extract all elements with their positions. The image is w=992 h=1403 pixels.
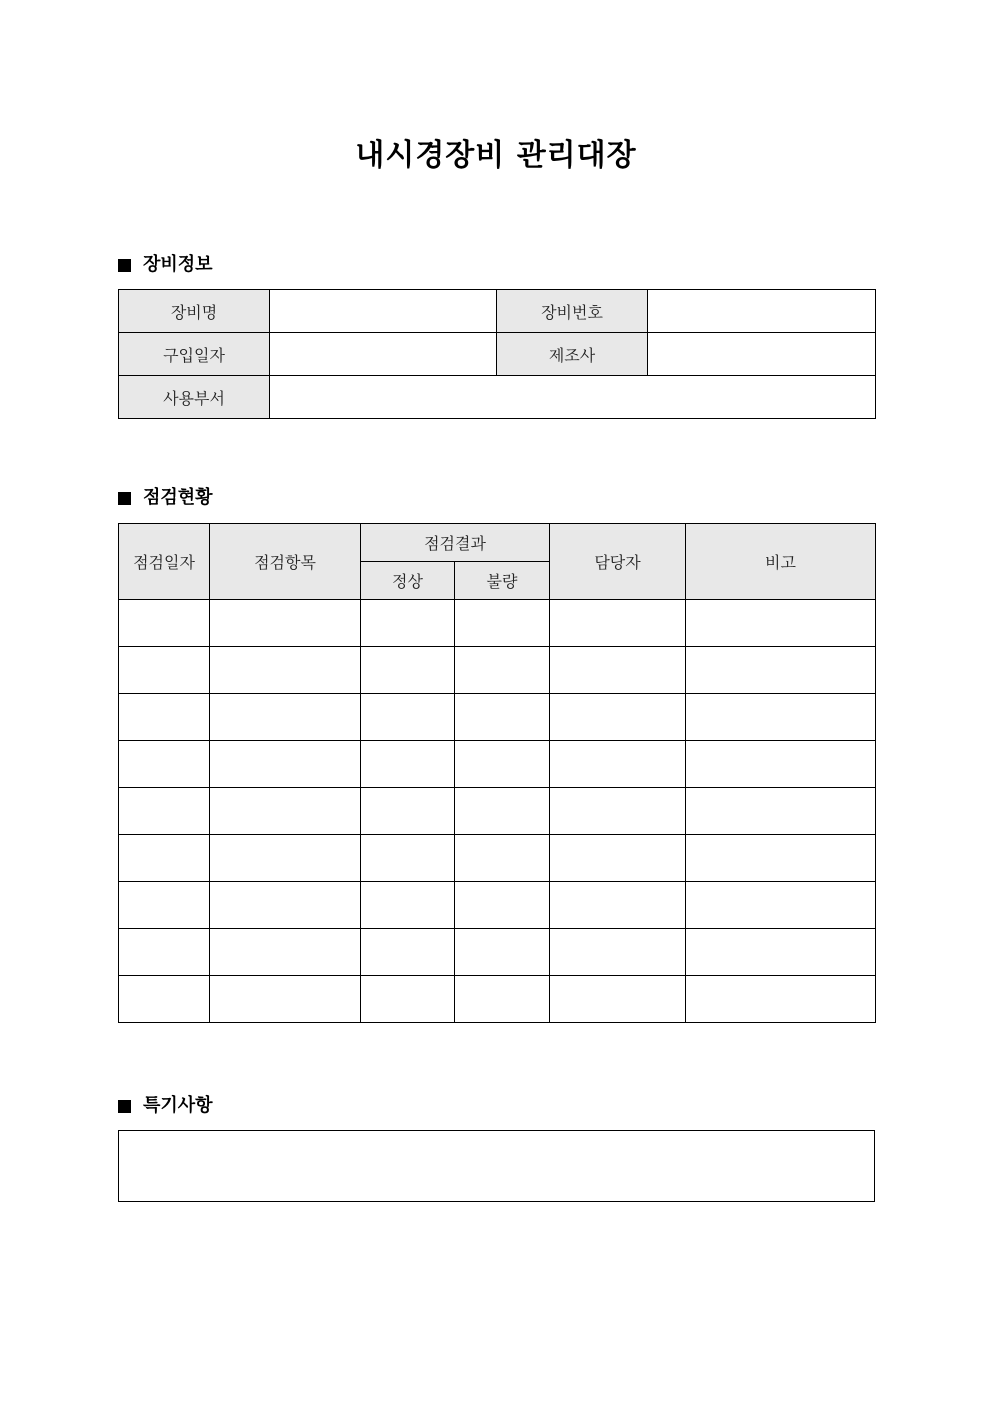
defect-cell[interactable] xyxy=(455,835,550,882)
item-cell[interactable] xyxy=(210,600,361,647)
purchase-date-field[interactable] xyxy=(270,333,497,376)
normal-cell[interactable] xyxy=(361,694,455,741)
manager-cell[interactable] xyxy=(550,600,686,647)
manager-cell[interactable] xyxy=(550,788,686,835)
equipment-number-label: 장비번호 xyxy=(497,290,648,333)
normal-cell[interactable] xyxy=(361,741,455,788)
manufacturer-label: 제조사 xyxy=(497,333,648,376)
column-header-date: 점검일자 xyxy=(119,524,210,600)
date-cell[interactable] xyxy=(119,788,210,835)
remarks-cell[interactable] xyxy=(686,788,876,835)
remarks-cell[interactable] xyxy=(686,600,876,647)
manager-cell[interactable] xyxy=(550,882,686,929)
table-row xyxy=(119,333,876,376)
column-header-normal: 정상 xyxy=(361,562,455,600)
table-row xyxy=(119,647,876,694)
column-header-item: 점검항목 xyxy=(210,524,361,600)
item-cell[interactable] xyxy=(210,788,361,835)
normal-cell[interactable] xyxy=(361,647,455,694)
defect-cell[interactable] xyxy=(455,929,550,976)
manufacturer-field[interactable] xyxy=(648,333,876,376)
table-row xyxy=(119,290,876,333)
table-row xyxy=(119,929,876,976)
square-bullet-icon xyxy=(118,1100,131,1113)
table-row xyxy=(119,694,876,741)
remarks-cell[interactable] xyxy=(686,835,876,882)
table-row xyxy=(119,741,876,788)
normal-cell[interactable] xyxy=(361,835,455,882)
item-cell[interactable] xyxy=(210,882,361,929)
section-heading-notes xyxy=(118,1094,213,1118)
remarks-cell[interactable] xyxy=(686,694,876,741)
remarks-cell[interactable] xyxy=(686,647,876,694)
date-cell[interactable] xyxy=(119,882,210,929)
equipment-number-field[interactable] xyxy=(648,290,876,333)
manager-cell[interactable] xyxy=(550,694,686,741)
remarks-cell[interactable] xyxy=(686,976,876,1023)
item-cell[interactable] xyxy=(210,694,361,741)
section-heading-label: 특기사항 xyxy=(143,1095,213,1116)
department-field[interactable] xyxy=(270,376,876,419)
normal-cell[interactable] xyxy=(361,882,455,929)
normal-cell[interactable] xyxy=(361,788,455,835)
date-cell[interactable] xyxy=(119,694,210,741)
table-row xyxy=(119,882,876,929)
column-header-defect: 불량 xyxy=(455,562,550,600)
defect-cell[interactable] xyxy=(455,600,550,647)
inspection-table xyxy=(118,523,876,1023)
table-row xyxy=(119,788,876,835)
section-heading-inspection xyxy=(118,486,213,510)
remarks-cell[interactable] xyxy=(686,929,876,976)
page-title: 내시경장비 관리대장 xyxy=(355,138,637,173)
square-bullet-icon xyxy=(118,259,131,272)
table-header-row xyxy=(119,524,876,562)
item-cell[interactable] xyxy=(210,976,361,1023)
column-header-result: 점검결과 xyxy=(361,524,550,562)
date-cell[interactable] xyxy=(119,929,210,976)
defect-cell[interactable] xyxy=(455,882,550,929)
defect-cell[interactable] xyxy=(455,647,550,694)
manager-cell[interactable] xyxy=(550,647,686,694)
manager-cell[interactable] xyxy=(550,976,686,1023)
date-cell[interactable] xyxy=(119,976,210,1023)
notes-field[interactable] xyxy=(118,1130,875,1202)
item-cell[interactable] xyxy=(210,929,361,976)
section-heading-label: 점검현황 xyxy=(143,487,213,508)
manager-cell[interactable] xyxy=(550,835,686,882)
item-cell[interactable] xyxy=(210,835,361,882)
manager-cell[interactable] xyxy=(550,929,686,976)
item-cell[interactable] xyxy=(210,741,361,788)
normal-cell[interactable] xyxy=(361,929,455,976)
column-header-manager: 담당자 xyxy=(550,524,686,600)
equipment-info-table xyxy=(118,289,876,419)
table-row xyxy=(119,376,876,419)
defect-cell[interactable] xyxy=(455,788,550,835)
date-cell[interactable] xyxy=(119,741,210,788)
manager-cell[interactable] xyxy=(550,741,686,788)
defect-cell[interactable] xyxy=(455,741,550,788)
section-heading-equipment-info xyxy=(118,253,213,277)
defect-cell[interactable] xyxy=(455,694,550,741)
normal-cell[interactable] xyxy=(361,600,455,647)
remarks-cell[interactable] xyxy=(686,741,876,788)
remarks-cell[interactable] xyxy=(686,882,876,929)
equipment-name-field[interactable] xyxy=(270,290,497,333)
date-cell[interactable] xyxy=(119,647,210,694)
purchase-date-label: 구입일자 xyxy=(119,333,270,376)
square-bullet-icon xyxy=(118,492,131,505)
table-row xyxy=(119,600,876,647)
defect-cell[interactable] xyxy=(455,976,550,1023)
item-cell[interactable] xyxy=(210,647,361,694)
table-row xyxy=(119,835,876,882)
date-cell[interactable] xyxy=(119,600,210,647)
normal-cell[interactable] xyxy=(361,976,455,1023)
equipment-name-label: 장비명 xyxy=(119,290,270,333)
date-cell[interactable] xyxy=(119,835,210,882)
department-label: 사용부서 xyxy=(119,376,270,419)
section-heading-label: 장비정보 xyxy=(143,254,213,275)
column-header-remarks: 비고 xyxy=(686,524,876,600)
table-row xyxy=(119,976,876,1023)
